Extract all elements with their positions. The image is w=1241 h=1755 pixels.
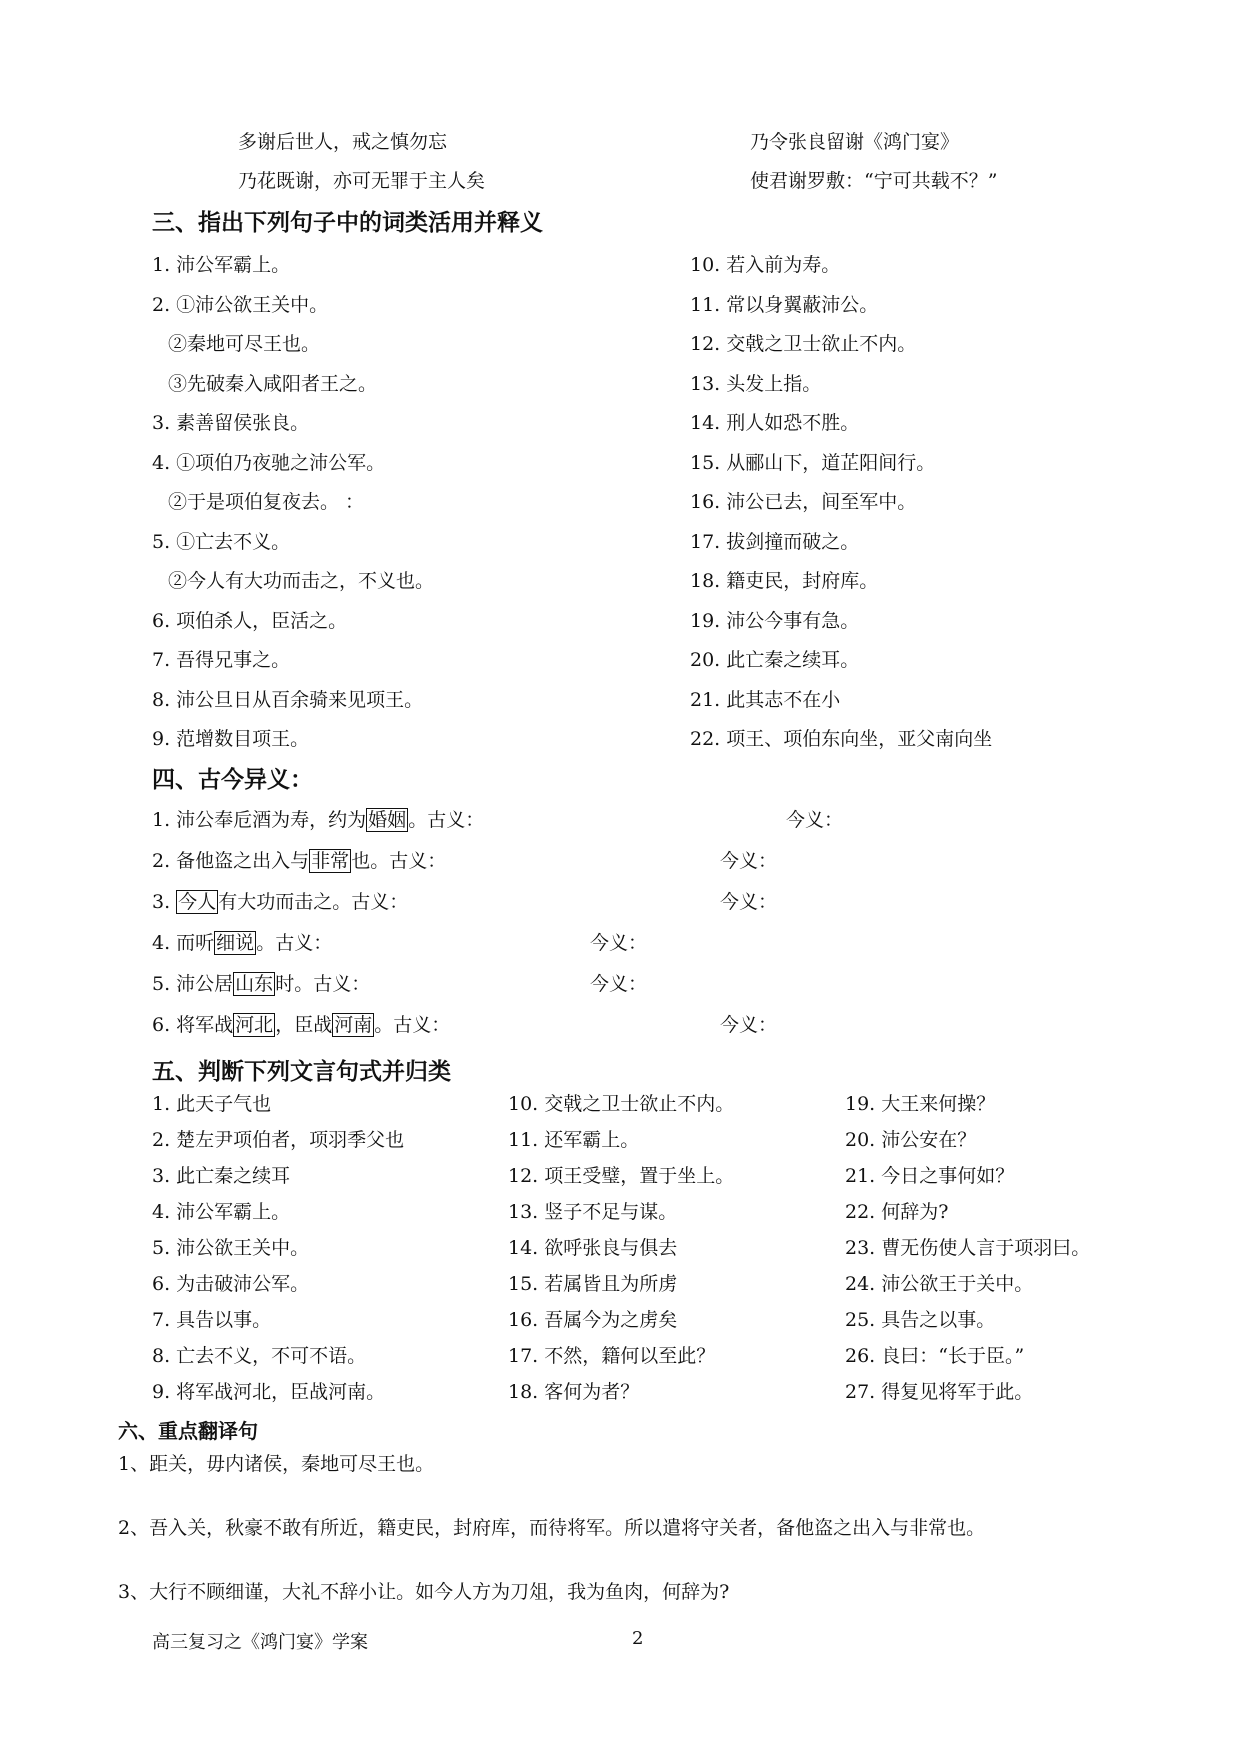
- exercise-item: 3. 素善留侯张良。: [152, 412, 310, 434]
- boxed-word: 婚姻: [368, 809, 407, 831]
- sentence-item: 6. 为击破沛公军。: [152, 1273, 310, 1295]
- sentence-item: 14. 欲呼张良与俱去: [508, 1237, 678, 1259]
- sentence-item: 1. 此天子气也: [152, 1093, 272, 1115]
- text-run: ，臣战: [275, 1014, 333, 1036]
- boxed-word: 非常: [311, 850, 350, 872]
- text-run: 有大功而击之。古义：: [218, 891, 409, 913]
- sentence-item: 27. 得复见将军于此。: [845, 1381, 1034, 1403]
- exercise-item: 10. 若入前为寿。: [690, 254, 841, 276]
- meaning-item: [152, 1013, 450, 1037]
- sentence-item: 12. 项王受璧，置于坐上。: [508, 1165, 735, 1187]
- meaning-item: [152, 931, 332, 955]
- boxed-word: 河北: [235, 1014, 274, 1036]
- sentence-item: 4. 沛公军霸上。: [152, 1201, 291, 1223]
- top-line: 乃花既谢，亦可无罪于主人矣: [238, 170, 486, 192]
- sentence-item: 20. 沛公安在？: [845, 1129, 977, 1151]
- text-run: 也。古义：: [351, 850, 447, 872]
- sentence-item: 5. 沛公欲王关中。: [152, 1237, 310, 1259]
- text-run: 4. 而听: [152, 932, 215, 954]
- exercise-item: 5. ①亡去不义。: [152, 530, 291, 553]
- text-run: 时。古义：: [275, 973, 371, 995]
- text-run: 6. 将军战: [152, 1014, 234, 1036]
- exercise-item: 2. ①沛公欲王关中。: [152, 293, 329, 316]
- exercise-item: 9. 范增数目项王。: [152, 728, 310, 750]
- exercise-item: 18. 籍吏民，封府库。: [690, 570, 879, 592]
- text-run: 5. 沛公居: [152, 973, 234, 995]
- exercise-item: 21. 此其志不在小: [690, 688, 841, 711]
- exercise-item: 1. 沛公军霸上。: [152, 254, 291, 276]
- sentence-item: 21. 今日之事何如？: [845, 1165, 1015, 1187]
- jin-yi-label: 今义：: [786, 809, 844, 831]
- section-heading: 六、重点翻译句: [118, 1419, 258, 1443]
- sentence-item: 18. 客何为者？: [508, 1381, 640, 1403]
- meaning-item: [152, 972, 370, 996]
- translate-item: 2、吾入关，秋豪不敢有所近，籍吏民，封府库，而待将军。所以遣将守关者，备他盗之出入与非常也。: [118, 1517, 986, 1539]
- meaning-item: [152, 849, 446, 873]
- exercise-item: ②秦地可尽王也。: [168, 333, 321, 355]
- exercise-item: 20. 此亡秦之续耳。: [690, 649, 860, 671]
- meaning-item: [152, 890, 408, 914]
- translate-item: 1、距关，毋内诸侯，秦地可尽王也。: [118, 1453, 435, 1475]
- boxed-word: 今人: [178, 891, 217, 913]
- exercise-item: 16. 沛公已去，间至军中。: [690, 491, 917, 513]
- exercise-item: 11. 常以身翼蔽沛公。: [690, 293, 879, 316]
- exercise-item: 7. 吾得兄事之。: [152, 649, 291, 671]
- exercise-item: 14. 刑人如恐不胜。: [690, 412, 860, 434]
- sentence-item: 2. 楚左尹项伯者，项羽季父也: [152, 1129, 405, 1151]
- text-run: 2. 备他盗之出入与: [152, 850, 310, 872]
- sentence-item: 22. 何辞为?: [845, 1201, 949, 1223]
- exercise-item: 15. 从郦山下，道芷阳间行。: [690, 451, 936, 474]
- sentence-item: 16. 吾属今为之虏矣: [508, 1309, 678, 1331]
- exercise-item: 8. 沛公旦日从百余骑来见项王。: [152, 688, 424, 711]
- exercise-item: 13. 头发上指。: [690, 372, 822, 395]
- top-line: 乃令张良留谢《鸿门宴》: [750, 131, 960, 153]
- jin-yi-label: 今义：: [590, 932, 648, 954]
- boxed-word: 河南: [334, 1014, 373, 1036]
- sentence-item: 13. 竖子不足与谋。: [508, 1201, 678, 1223]
- translate-item: 3、大行不顾细谨，大礼不辞小让。如今人方为刀俎，我为鱼肉，何辞为?: [118, 1581, 730, 1603]
- jin-yi-label: 今义：: [720, 850, 778, 872]
- page-number: 2: [632, 1628, 644, 1649]
- sentence-item: 25. 具告之以事。: [845, 1309, 996, 1331]
- top-line: 多谢后世人，戒之慎勿忘: [238, 131, 448, 153]
- text-run: 。古义：: [374, 1014, 451, 1036]
- section-heading: 五、判断下列文言句式并归类: [152, 1058, 451, 1085]
- sentence-item: 9. 将军战河北，臣战河南。: [152, 1381, 386, 1403]
- sentence-item: 8. 亡去不义，不可不语。: [152, 1345, 367, 1367]
- meaning-item: [152, 808, 484, 832]
- sentence-item: 24. 沛公欲王于关中。: [845, 1273, 1034, 1295]
- exercise-item: 12. 交戟之卫士欲止不内。: [690, 333, 917, 355]
- boxed-word: 细说: [216, 932, 255, 954]
- text-run: 。古义：: [408, 809, 485, 831]
- sentence-item: 26. 良曰：“长于臣。”: [845, 1345, 1025, 1367]
- exercise-item: 19. 沛公今事有急。: [690, 609, 860, 632]
- sentence-item: 10. 交戟之卫士欲止不内。: [508, 1093, 735, 1115]
- sentence-item: 17. 不然，籍何以至此？: [508, 1345, 716, 1367]
- text-run: 。古义：: [256, 932, 333, 954]
- exercise-item: 17. 拔剑撞而破之。: [690, 530, 860, 553]
- section-heading: 四、古今异义：: [152, 766, 313, 793]
- exercise-item: 22. 项王、项伯东向坐，亚父南向坐: [690, 728, 993, 750]
- sentence-item: 15. 若属皆且为所虏: [508, 1273, 678, 1295]
- exercise-item: ③先破秦入咸阳者王之。: [168, 372, 378, 395]
- exercise-item: 4. ①项伯乃夜驰之沛公军。: [152, 451, 386, 474]
- sentence-item: 23. 曹无伤使人言于项羽曰。: [845, 1237, 1091, 1259]
- sentence-item: 7. 具告以事。: [152, 1309, 272, 1331]
- jin-yi-label: 今义：: [720, 891, 778, 913]
- sentence-item: 19. 大王来何操？: [845, 1093, 996, 1115]
- sentence-item: 3. 此亡秦之续耳: [152, 1165, 291, 1187]
- exercise-item: ②于是项伯复夜去。 ：: [168, 491, 365, 513]
- text-run: 1. 沛公奉卮酒为寿，约为: [152, 809, 367, 831]
- sentence-item: 11. 还军霸上。: [508, 1129, 640, 1151]
- exercise-item: 6. 项伯杀人，臣活之。: [152, 609, 348, 632]
- footer-title: 高三复习之《鸿门宴》学案: [152, 1632, 368, 1653]
- section-heading: 三、指出下列句子中的词类活用并释义: [152, 209, 543, 236]
- jin-yi-label: 今义：: [590, 973, 648, 995]
- exercise-item: ②今人有大功而击之，不义也。: [168, 570, 435, 592]
- top-line: 使君谢罗敷：“宁可共载不？”: [750, 170, 998, 192]
- jin-yi-label: 今义：: [720, 1014, 778, 1036]
- boxed-word: 山东: [235, 973, 274, 995]
- text-run: 3.: [152, 891, 177, 913]
